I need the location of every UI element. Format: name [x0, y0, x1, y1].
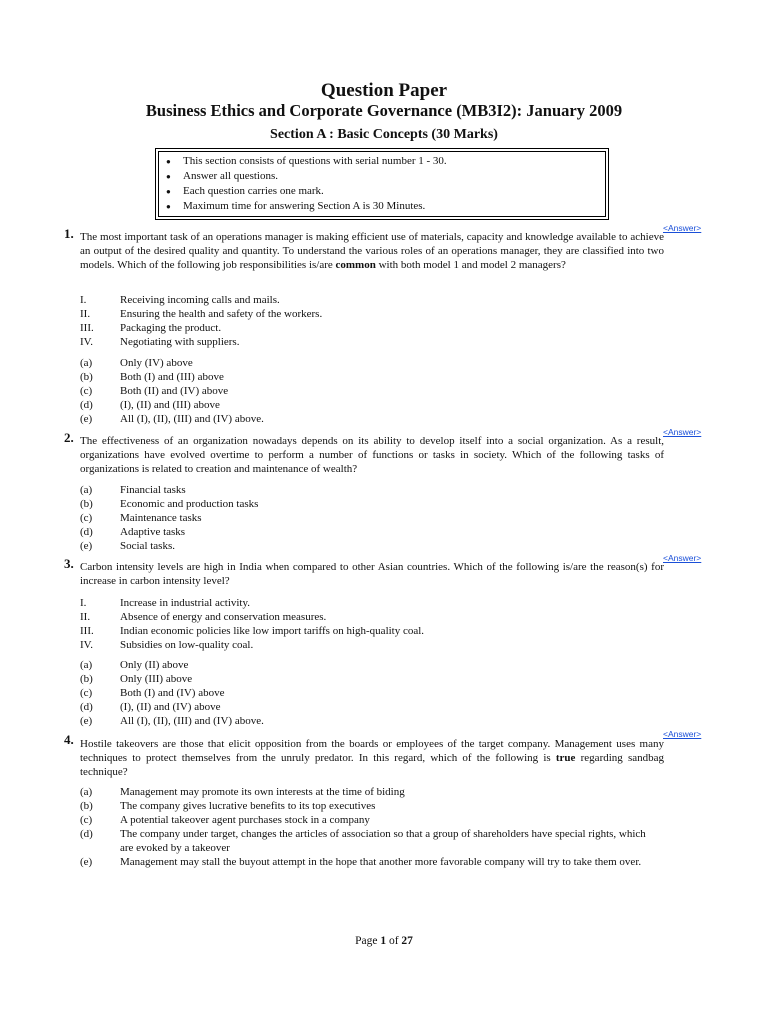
option-row: [80, 398, 670, 412]
option-text: Economic and production tasks: [120, 498, 259, 510]
answer-link-q4[interactable]: <Answer>: [663, 729, 702, 739]
option-label: (e): [80, 413, 93, 425]
statement-row: [80, 638, 670, 652]
stem-text: with both model 1 and model 2 managers?: [378, 259, 566, 271]
statement-list: [80, 596, 670, 652]
statement-label: IV.: [80, 639, 93, 651]
option-row: [80, 714, 670, 728]
option-text: All (I), (II), (III) and (IV) above.: [120, 413, 264, 425]
statement-row: [80, 624, 670, 638]
statement-text: Ensuring the health and safety of the workers.: [120, 308, 323, 320]
option-row: [80, 658, 670, 672]
option-text: Both (II) and (IV) above: [120, 385, 229, 397]
option-label: (b): [80, 498, 93, 510]
option-row: [80, 672, 670, 686]
statement-text: Indian economic policies like low import tariffs on high-quality coal.: [120, 625, 425, 637]
statement-row: [80, 335, 670, 349]
statement-row: [80, 307, 670, 321]
option-label: (e): [80, 715, 93, 727]
option-text: Maintenance tasks: [120, 512, 202, 524]
page-title: Question Paper: [320, 80, 448, 101]
option-label: (d): [80, 701, 93, 713]
option-label: (a): [80, 484, 93, 496]
option-text: Only (IV) above: [120, 357, 193, 369]
statement-label: II.: [80, 308, 91, 320]
statement-label: I.: [80, 597, 87, 609]
option-text: Adaptive tasks: [120, 526, 186, 538]
option-label: (a): [80, 786, 93, 798]
option-row: [80, 483, 670, 497]
option-row: [80, 384, 670, 398]
option-text: Both (I) and (IV) above: [120, 687, 225, 699]
option-label: (e): [80, 540, 93, 552]
statement-row: [80, 321, 670, 335]
question-stem: The effectiveness of an organization nowadays depends on its ability to develop itself into a social organization. As a result, organizations have evolved overtime to perform a number of functions or tasks in society. Which of the following tasks of organizations is related to creation and maintenance of wealth?: [80, 435, 664, 475]
answer-link-q3[interactable]: <Answer>: [663, 553, 702, 563]
option-text: Only (II) above: [120, 659, 189, 671]
instructions-box: [158, 151, 606, 217]
statement-row: [80, 610, 670, 624]
question-number: 2.: [64, 430, 74, 445]
statement-text: Receiving incoming calls and mails.: [120, 294, 280, 306]
total-pages: 27: [401, 935, 413, 947]
option-label: (e): [80, 856, 93, 868]
stem-text: regarding sandbag technique?: [80, 752, 665, 778]
question-stem: [80, 230, 664, 272]
section-heading: Section A : Basic Concepts (30 Marks): [270, 127, 498, 142]
statement-label: III.: [80, 625, 94, 637]
stem-text: The most important task of an operations manager is making efficient use of materials, capacity and knowledge available to achieve an output of the desired quality and quantity. To understand the various roles of an operations manager, they are classified into two models. Which of the following job responsibilities is/are: [80, 231, 664, 271]
option-label: (c): [80, 814, 93, 826]
statement-row: [80, 293, 670, 307]
of-word: of: [388, 935, 399, 947]
option-list: [80, 785, 670, 869]
question-number: 1.: [64, 226, 74, 241]
page-number: 1: [380, 935, 387, 947]
statement-text: Packaging the product.: [120, 322, 222, 334]
statement-label: I.: [80, 294, 87, 306]
statement-text: Subsidies on low-quality coal.: [120, 639, 254, 651]
instruction-item: ● Maximum time for answering Section A is 30 Minutes.: [159, 199, 605, 214]
option-label: (b): [80, 800, 93, 812]
option-label: (a): [80, 659, 93, 671]
option-row: [80, 813, 670, 827]
option-label: (c): [80, 687, 93, 699]
answer-link-q1[interactable]: <Answer>: [663, 223, 702, 233]
statement-text: Increase in industrial activity.: [120, 597, 251, 609]
option-text: The company gives lucrative benefits to its top executives: [120, 800, 376, 812]
option-row: [80, 511, 670, 525]
option-label: (b): [80, 371, 93, 383]
option-text: Social tasks.: [120, 540, 175, 552]
question-stem: [80, 737, 664, 779]
option-label: (d): [80, 828, 93, 840]
instruction-item: ● This section consists of questions with serial number 1 - 30.: [159, 154, 605, 169]
course-subtitle: Business Ethics and Corporate Governance (MB3I2): January 2009: [145, 101, 623, 120]
question-number: 3.: [64, 556, 74, 571]
option-row: [80, 539, 670, 553]
option-row: [80, 827, 670, 855]
page-word: Page: [355, 935, 378, 947]
option-row: [80, 370, 670, 384]
option-row: [80, 855, 670, 869]
option-label: (c): [80, 385, 93, 397]
option-label: (d): [80, 526, 93, 538]
statement-text: Absence of energy and conservation measures.: [120, 611, 327, 623]
option-text: A potential takeover agent purchases stock in a company: [120, 814, 370, 826]
option-text: All (I), (II), (III) and (IV) above.: [120, 715, 264, 727]
instruction-item: ● Answer all questions.: [159, 169, 605, 184]
stem-emphasis: common: [335, 259, 376, 271]
option-text: Only (III) above: [120, 673, 193, 685]
statement-row: [80, 596, 670, 610]
option-text: Management may stall the buyout attempt in the hope that another more favorable company will try to take them over.: [120, 856, 642, 868]
option-label: (d): [80, 399, 93, 411]
question-stem: Carbon intensity levels are high in India when compared to other Asian countries. Which of the following is/are the reason(s) for increase in carbon intensity level?: [80, 561, 664, 587]
option-text: Financial tasks: [120, 484, 186, 496]
statement-label: III.: [80, 322, 94, 334]
answer-link-q2[interactable]: <Answer>: [663, 427, 702, 437]
option-row: [80, 497, 670, 511]
option-row: [80, 356, 670, 370]
statement-label: IV.: [80, 336, 93, 348]
option-row: [80, 799, 670, 813]
option-label: (a): [80, 357, 93, 369]
option-row: [80, 525, 670, 539]
option-text: The company under target, changes the articles of association so that a group of shareholders have special rights, which are evoked by a takeover: [120, 828, 646, 854]
option-list: [80, 483, 670, 553]
statement-list: [80, 293, 670, 349]
instruction-item: ● Each question carries one mark.: [159, 184, 605, 199]
option-text: (I), (II) and (III) above: [120, 399, 220, 411]
option-row: [80, 700, 670, 714]
option-row: [80, 785, 670, 799]
option-row: [80, 686, 670, 700]
stem-text: Hostile takeovers are those that elicit opposition from the boards or employees of the target company. Management uses many techniques to protect themselves from the unruly predator. In this regard, which of the following is: [80, 738, 664, 764]
statement-label: II.: [80, 611, 91, 623]
question-number: 4.: [64, 732, 74, 747]
option-text: Both (I) and (III) above: [120, 371, 224, 383]
option-label: (c): [80, 512, 93, 524]
option-label: (b): [80, 673, 93, 685]
option-list: [80, 658, 670, 728]
option-text: (I), (II) and (IV) above: [120, 701, 221, 713]
page-footer: [0, 935, 768, 947]
stem-emphasis: true: [555, 752, 576, 764]
option-list: [80, 356, 670, 426]
statement-text: Negotiating with suppliers.: [120, 336, 240, 348]
option-text: Management may promote its own interests at the time of biding: [120, 786, 405, 798]
option-row: [80, 412, 670, 426]
